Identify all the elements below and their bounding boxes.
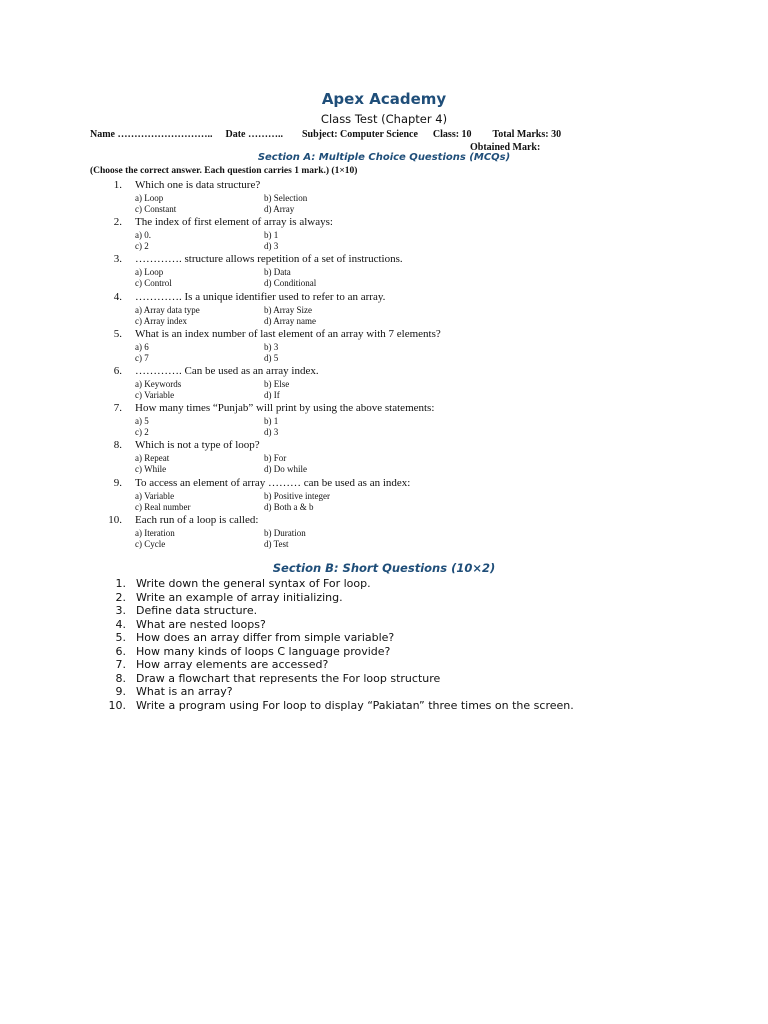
mcq-option-a: a) Variable (135, 490, 175, 501)
mcq-option-b: b) Data (264, 267, 291, 278)
short-question-text: Write down the general syntax of For loop. (136, 577, 371, 590)
mcq-item (0, 291, 768, 328)
mcq-list (0, 179, 768, 551)
mcq-number: 4. (113, 290, 122, 303)
section-b-heading: Section B: Short Questions (10×2) (272, 561, 496, 575)
mcq-option-c: c) Control (135, 278, 172, 289)
short-question-item (0, 604, 768, 618)
mcq-option-d: d) If (264, 389, 280, 400)
mcq-option-b: b) Selection (264, 193, 308, 203)
mcq-option-a: a) Loop (135, 267, 164, 278)
mcq-option-a: a) Loop (135, 193, 164, 203)
mcq-item (0, 328, 768, 365)
mcq-option-c: c) 2 (135, 241, 149, 252)
mcq-option-d: d) Conditional (264, 278, 317, 289)
mcq-option-d: d) 5 (264, 352, 279, 363)
mcq-question: …………. Can be used as an array index. (135, 364, 319, 377)
short-question-number: 4. (115, 617, 126, 631)
date-field: Date ……….. (225, 129, 283, 140)
mcq-question: …………. structure allows repetition of a set of instructions. (135, 253, 403, 266)
subject-field: Subject: Computer Science (302, 129, 418, 140)
mcq-option-d: d) Test (264, 538, 289, 549)
mcq-option-a: a) 5 (135, 416, 149, 427)
school-title: Apex Academy (321, 90, 447, 108)
mcq-number: 5. (113, 327, 122, 340)
short-question-item (0, 591, 768, 605)
mcq-option-a: a) Iteration (135, 527, 175, 538)
mcq-number: 2. (113, 216, 122, 229)
mcq-option-b: b) 1 (264, 230, 279, 241)
mcq-question: How many times “Punjab” will print by using the above statements: (135, 402, 435, 415)
mcq-option-d: d) 3 (264, 241, 279, 252)
mcq-option-c: c) 7 (135, 352, 149, 363)
mcq-number: 8. (113, 439, 122, 452)
mcq-option-b: b) 1 (264, 416, 279, 427)
short-question-text: Draw a flowchart that represents the For loop structure (136, 671, 441, 685)
short-question-item (0, 699, 768, 713)
short-question-text: What are nested loops? (136, 617, 266, 631)
name-field: Name ……………………….. (90, 129, 213, 140)
short-question-text: Write a program using For loop to display “Pakiatan” three times on the screen. (136, 698, 574, 712)
short-question-text: What is an array? (136, 685, 233, 698)
mcq-number: 3. (113, 253, 122, 266)
mcq-option-b: b) For (264, 453, 287, 464)
mcq-option-c: c) Array index (135, 315, 187, 326)
short-question-number: 5. (115, 631, 126, 644)
short-question-number: 2. (115, 590, 126, 604)
short-question-number: 7. (115, 658, 126, 671)
mcq-option-a: a) Repeat (135, 453, 170, 464)
total-marks-field: Total Marks: 30 (492, 129, 562, 140)
mcq-option-d: d) Array (264, 204, 295, 214)
short-question-item (0, 631, 768, 645)
mcq-item (0, 514, 768, 551)
mcq-option-d: d) Array name (264, 315, 316, 326)
section-a-heading: Section A: Multiple Choice Questions (MCQs) (257, 152, 511, 163)
mcq-number: 1. (113, 179, 122, 191)
short-question-number: 8. (115, 671, 126, 685)
short-question-text: How many kinds of loops C language provide? (136, 644, 391, 658)
mcq-option-b: b) 3 (264, 341, 279, 352)
mcq-question: Each run of a loop is called: (135, 513, 259, 526)
mcq-question: …………. Is a unique identifier used to refer to an array. (135, 290, 386, 303)
mcq-item (0, 365, 768, 402)
mcq-item (0, 253, 768, 290)
section-a-instruction: (Choose the correct answer. Each question carries 1 mark.) (1×10) (90, 166, 358, 176)
mcq-option-c: c) 2 (135, 427, 149, 438)
mcq-question: What is an index number of last element of an array with 7 elements? (135, 327, 441, 340)
short-question-text: Define data structure. (136, 604, 258, 617)
mcq-option-d: d) 3 (264, 427, 279, 438)
mcq-question: Which is not a type of loop? (135, 439, 260, 452)
test-title: Class Test (Chapter 4) (320, 112, 448, 126)
short-question-item (0, 685, 768, 699)
mcq-option-c: c) Cycle (135, 538, 166, 549)
mcq-option-a: a) Keywords (135, 378, 182, 389)
mcq-option-c: c) Constant (135, 204, 177, 214)
short-question-number: 10. (108, 698, 126, 712)
short-question-text: How does an array differ from simple variable? (136, 631, 395, 644)
mcq-number: 6. (113, 364, 122, 377)
short-question-item (0, 658, 768, 672)
mcq-option-d: d) Do while (264, 464, 307, 475)
short-question-item (0, 672, 768, 686)
mcq-item (0, 477, 768, 514)
short-question-text: How array elements are accessed? (136, 658, 329, 671)
short-question-number: 1. (115, 577, 126, 590)
short-question-item (0, 645, 768, 659)
short-question-number: 9. (115, 685, 126, 698)
mcq-item (0, 216, 768, 253)
mcq-number: 9. (113, 476, 122, 489)
mcq-question: Which one is data structure? (135, 179, 261, 191)
short-question-number: 3. (115, 604, 126, 617)
mcq-option-b: b) Else (264, 378, 290, 389)
info-line (90, 129, 690, 140)
mcq-item (0, 439, 768, 476)
short-question-text: Write an example of array initializing. (136, 590, 343, 604)
mcq-option-c: c) Variable (135, 389, 175, 400)
mcq-option-d: d) Both a & b (264, 501, 314, 512)
mcq-question: The index of first element of array is always: (135, 216, 333, 229)
mcq-item (0, 179, 768, 216)
mcq-option-c: c) Real number (135, 501, 191, 512)
mcq-number: 7. (113, 402, 122, 415)
mcq-question: To access an element of array ……… can be used as an index: (135, 476, 411, 489)
short-question-number: 6. (115, 644, 126, 658)
mcq-option-c: c) While (135, 464, 167, 475)
mcq-option-a: a) 6 (135, 341, 149, 352)
mcq-number: 10. (108, 513, 122, 526)
mcq-option-b: b) Positive integer (264, 490, 330, 501)
short-question-list (0, 577, 768, 712)
short-question-item (0, 618, 768, 632)
class-field: Class: 10 (432, 129, 472, 140)
short-question-item (0, 577, 768, 591)
mcq-option-a: a) Array data type (135, 304, 200, 315)
mcq-option-b: b) Array Size (264, 304, 312, 315)
mcq-option-a: a) 0. (135, 230, 151, 241)
mcq-option-b: b) Duration (264, 527, 306, 538)
mcq-item (0, 402, 768, 439)
obtained-mark-field: Obtained Mark: (470, 142, 541, 153)
